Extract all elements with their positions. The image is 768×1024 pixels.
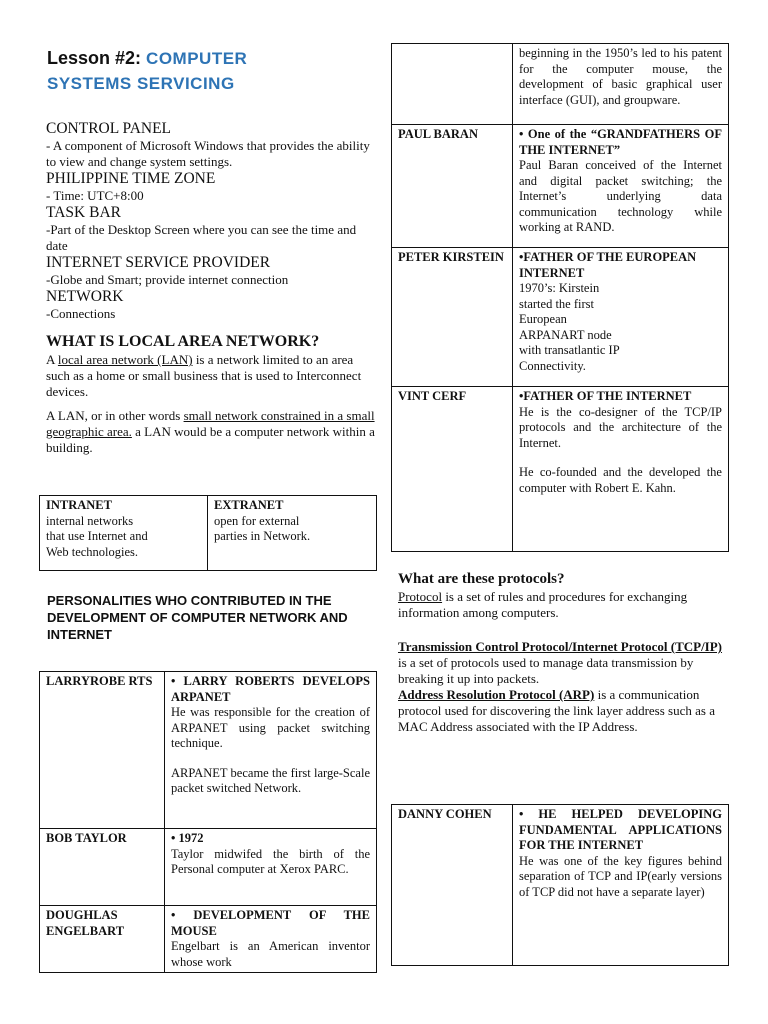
protocol-definition (398, 589, 730, 621)
term-control-panel (46, 120, 376, 170)
continued-name-cell (392, 44, 513, 125)
person-body: He is the co-designer of the TCP/IP protocols and the architecture of the Internet. (519, 404, 722, 450)
person-detail (513, 805, 729, 966)
arp-definition (398, 687, 730, 735)
intranet-extranet-table (39, 495, 377, 571)
person-detail (165, 829, 377, 906)
person-highlight: • HE HELPED DEVELOPING FUNDAMENTAL APPLICATIONS FOR THE INTERNET (519, 807, 722, 852)
person-name: DOUGHLAS ENGELBART (40, 906, 165, 973)
table-row (392, 44, 729, 125)
person-highlight: • DEVELOPMENT OF THE MOUSE (171, 908, 370, 938)
person-body-2: He co-founded and the developed the computer with Robert E. Kahn. (519, 465, 722, 495)
person-highlight: • LARRY ROBERTS DEVELOPS ARPANET (171, 674, 370, 704)
intranet-cell (40, 496, 208, 571)
person-body: Engelbart is an American inventor whose work (171, 939, 370, 969)
term-title: INTERNET SERVICE PROVIDER (46, 254, 271, 271)
protocols-heading: What are these protocols? (398, 571, 565, 587)
lesson-subject-line1: COMPUTER (146, 49, 248, 68)
left-people-table (39, 671, 377, 973)
table-row (392, 248, 729, 387)
lesson-subject-line2: SYSTEMS SERVICING (47, 74, 235, 93)
term-definition: - Time: UTC+8:00 (46, 188, 144, 203)
person-detail (513, 125, 729, 248)
person-body: Taylor midwifed the birth of the Personal computer at Xerox PARC. (171, 846, 370, 876)
danny-cohen-table (391, 804, 729, 966)
person-name: DANNY COHEN (392, 805, 513, 966)
tcp-definition (398, 639, 730, 687)
term-title: PHILIPPINE TIME ZONE (46, 170, 216, 187)
person-detail (165, 672, 377, 829)
term-task-bar (46, 204, 376, 254)
lan-paragraph-1 (46, 352, 376, 400)
person-name: LARRYROBE RTS (40, 672, 165, 829)
person-highlight: • 1972 (171, 831, 204, 845)
person-body: He was responsible for the creation of ARPANET using packet switching technique. (171, 705, 370, 750)
terms-section (46, 120, 376, 456)
person-name: PETER KIRSTEIN (392, 248, 513, 387)
lan-link[interactable]: local area network (LAN) (57, 352, 193, 367)
lan-paragraph-2 (46, 408, 376, 456)
person-highlight: • One of the “GRANDFATHERS OF THE INTERNET” (519, 127, 722, 157)
lesson-number: Lesson #2: (47, 48, 147, 68)
term-isp (46, 254, 376, 288)
table-row (392, 387, 729, 552)
tcp-ip-link[interactable]: Transmission Control Protocol/Internet Protocol (TCP/IP) (398, 639, 723, 654)
protocol-link[interactable]: Protocol (398, 589, 443, 604)
lan-p1-text-b: is a network limited to an area such as a home or small business that is used to Interconnect devices. (46, 352, 362, 399)
lesson-title (47, 46, 367, 96)
continued-detail: beginning in the 1950’s led to his patent for the computer mouse, the development of basic graphical user interface (GUI), and groupware. (513, 44, 729, 125)
person-detail (165, 906, 377, 973)
person-detail (513, 248, 729, 387)
table-row (392, 805, 729, 966)
intranet-desc: internal networks that use Internet and Web technologies. (46, 513, 148, 559)
term-definition: - A component of Microsoft Windows that provides the ability to view and change system settings. (46, 138, 370, 169)
table-row (392, 125, 729, 248)
term-definition: -Part of the Desktop Screen where you can see the time and date (46, 222, 357, 253)
term-definition: -Connections (46, 306, 116, 321)
person-name: PAUL BARAN (392, 125, 513, 248)
person-body: Paul Baran conceived of the Internet and digital packet switching; the Internet’s underlying data communication technology while working at RAND. (519, 158, 722, 234)
person-body: 1970’s: Kirstein started the first European ARPANART node with transatlantic IP Connectivity. (519, 281, 620, 373)
lan-p1-text-a: A (46, 352, 58, 367)
right-people-table (391, 43, 729, 552)
small-network-link[interactable]: small network constrained in a small geographic area. (46, 408, 375, 439)
lan-heading: WHAT IS LOCAL AREA NETWORK? (46, 333, 320, 350)
person-name: VINT CERF (392, 387, 513, 552)
person-body: He was one of the key figures behind separation of TCP and IP(early versions of TCP did not have a separate layer) (519, 853, 722, 899)
arp-link[interactable]: Address Resolution Protocol (ARP) (398, 687, 595, 702)
lan-p2-text-b: a LAN would be a computer network within a building. (46, 424, 375, 455)
term-title: CONTROL PANEL (46, 120, 172, 137)
person-body-2: ARPANET became the first large-Scale packet switched Network. (171, 765, 370, 795)
extranet-cell (208, 496, 377, 571)
extranet-desc: open for external parties in Network. (214, 513, 311, 543)
protocols-section (398, 570, 730, 735)
personalities-heading: PERSONALITIES WHO CONTRIBUTED IN THE DEVELOPMENT OF COMPUTER NETWORK AND INTERNET (47, 593, 348, 642)
term-time-zone (46, 170, 376, 204)
extranet-title: EXTRANET (214, 498, 284, 512)
intranet-title: INTRANET (46, 498, 112, 512)
table-row (40, 906, 377, 973)
arp-text: is a communication protocol used for discovering the link layer address such as a MAC Address associated with the IP Address. (398, 687, 715, 734)
protocol-text: is a set of rules and procedures for exchanging information among computers. (398, 589, 688, 620)
term-title: NETWORK (46, 288, 124, 305)
person-highlight: •FATHER OF THE EUROPEAN INTERNET (519, 250, 697, 280)
table-row (40, 829, 377, 906)
tcp-text: is a set of protocols used to manage data transmission by breaking it up into packets. (398, 655, 694, 686)
term-definition: -Globe and Smart; provide internet connection (46, 272, 289, 287)
lan-p2-text-a: A LAN, or in other words (46, 408, 184, 423)
person-highlight: •FATHER OF THE INTERNET (519, 389, 692, 403)
term-network (46, 288, 376, 322)
term-title: TASK BAR (46, 204, 121, 221)
person-detail (513, 387, 729, 552)
table-row (40, 672, 377, 829)
person-name: BOB TAYLOR (40, 829, 165, 906)
